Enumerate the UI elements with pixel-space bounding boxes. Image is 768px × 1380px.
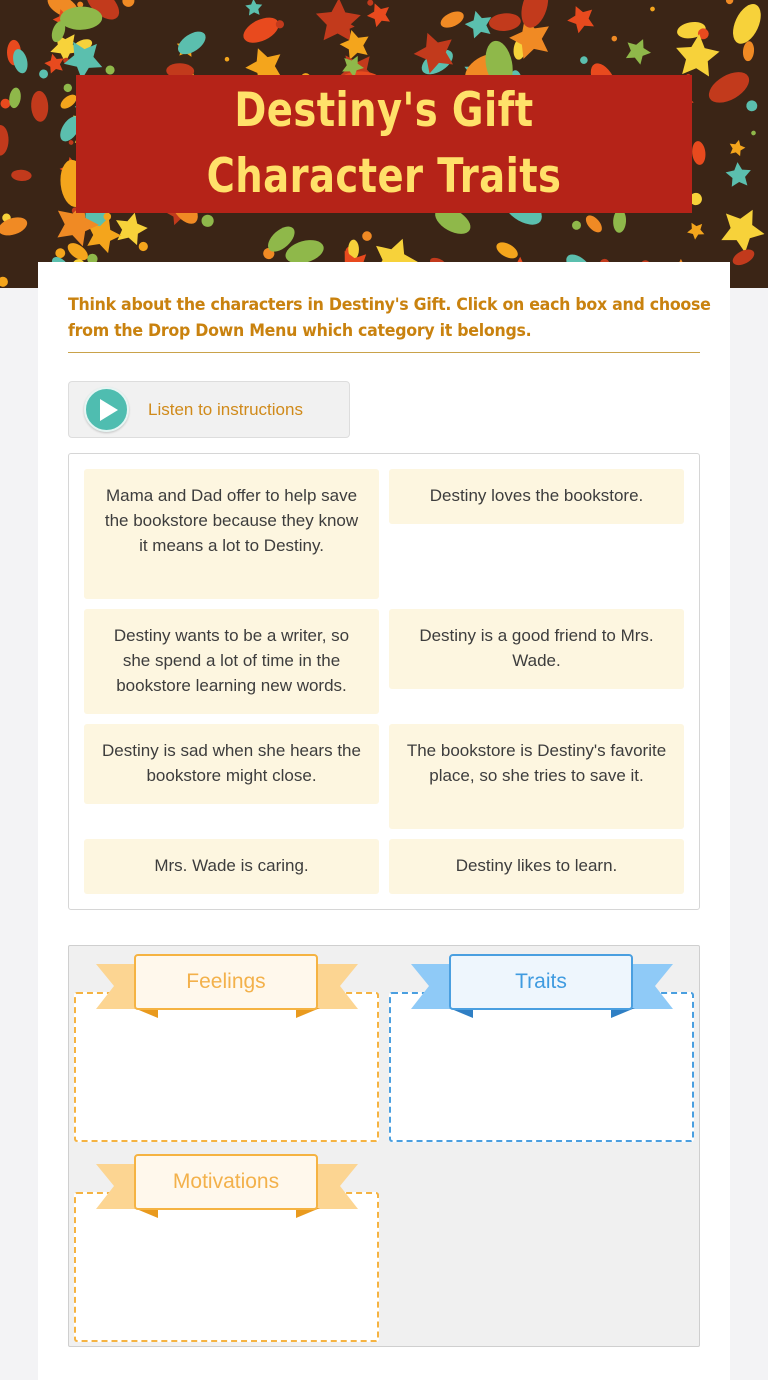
leaf-decoration bbox=[0, 125, 9, 156]
item-card[interactable]: Destiny loves the bookstore. bbox=[389, 469, 684, 524]
leaf-decoration bbox=[742, 41, 755, 62]
play-icon[interactable] bbox=[84, 387, 129, 432]
leaf-decoration bbox=[649, 6, 655, 12]
leaf-decoration bbox=[691, 140, 707, 165]
leaf-decoration bbox=[174, 27, 210, 59]
title-box bbox=[76, 75, 692, 213]
leaf-decoration bbox=[361, 230, 374, 243]
traits-ribbon bbox=[411, 954, 673, 1020]
leaf-decoration bbox=[725, 138, 747, 160]
category-drop-zones bbox=[68, 945, 700, 1347]
leaf-decoration bbox=[200, 214, 214, 228]
item-card[interactable]: Destiny wants to be a writer, so she spend a lot of time in the bookstore learning new words. bbox=[84, 609, 379, 714]
item-card[interactable]: The bookstore is Destiny's favorite place, so she tries to save it. bbox=[389, 724, 684, 829]
instructions-line-2: from the Drop Down Menu which category it belongs. bbox=[68, 321, 532, 341]
leaf-decoration bbox=[727, 0, 766, 48]
item-card[interactable]: Mrs. Wade is caring. bbox=[84, 839, 379, 894]
leaf-decoration bbox=[744, 98, 759, 113]
leaf-decoration bbox=[62, 82, 73, 93]
feelings-ribbon bbox=[96, 954, 358, 1020]
leaf-decoration bbox=[721, 160, 755, 194]
leaf-decoration bbox=[488, 12, 521, 32]
leaf-decoration bbox=[674, 32, 721, 77]
leaf-decoration bbox=[579, 55, 588, 64]
header-banner bbox=[0, 0, 768, 288]
leaf-decoration bbox=[517, 0, 553, 31]
item-card[interactable]: Destiny is sad when she hears the bookstore might close. bbox=[84, 724, 379, 804]
page-title: Destiny's Gift Character Traits bbox=[206, 83, 562, 204]
leaf-decoration bbox=[11, 169, 32, 181]
leaf-decoration bbox=[583, 213, 605, 236]
leaf-decoration bbox=[138, 242, 148, 252]
worksheet-card bbox=[38, 262, 730, 1380]
traits-label: Traits bbox=[515, 970, 567, 993]
feelings-label: Feelings bbox=[186, 970, 266, 993]
leaf-decoration bbox=[704, 66, 754, 109]
motivations-label: Motivations bbox=[172, 1170, 280, 1193]
leaf-decoration bbox=[224, 56, 230, 62]
leaf-decoration bbox=[38, 69, 49, 80]
leaf-decoration bbox=[750, 130, 757, 137]
item-card[interactable]: Destiny likes to learn. bbox=[389, 839, 684, 894]
leaf-decoration bbox=[245, 0, 263, 16]
leaf-decoration bbox=[718, 209, 767, 256]
leaf-decoration bbox=[438, 8, 466, 31]
leaf-decoration bbox=[239, 12, 282, 47]
leaf-decoration bbox=[105, 65, 115, 75]
item-card[interactable]: Mama and Dad offer to help save the bookstore because they know it means a lot to Destiny. bbox=[84, 469, 379, 599]
leaf-decoration bbox=[122, 0, 134, 7]
leaf-decoration bbox=[0, 277, 8, 287]
leaf-decoration bbox=[620, 35, 654, 69]
item-card[interactable]: Destiny is a good friend to Mrs. Wade. bbox=[389, 609, 684, 689]
instructions-text bbox=[68, 292, 711, 353]
leaf-decoration bbox=[565, 5, 597, 36]
leaf-decoration bbox=[685, 221, 705, 241]
leaf-decoration bbox=[30, 90, 49, 122]
listen-instructions-button[interactable] bbox=[68, 381, 350, 438]
leaf-decoration bbox=[366, 0, 374, 7]
leaf-decoration bbox=[610, 35, 618, 43]
leaf-decoration bbox=[725, 0, 735, 5]
motivations-ribbon bbox=[96, 1154, 358, 1220]
instructions-line-1: Think about the characters in Destiny's Gift. Click on each box and choose bbox=[68, 295, 711, 315]
leaf-decoration bbox=[571, 220, 583, 232]
leaf-decoration bbox=[366, 2, 390, 27]
draggable-items-area bbox=[68, 453, 700, 910]
listen-label: Listen to instructions bbox=[148, 399, 303, 419]
leaf-decoration bbox=[8, 87, 22, 109]
leaf-decoration bbox=[494, 239, 521, 262]
